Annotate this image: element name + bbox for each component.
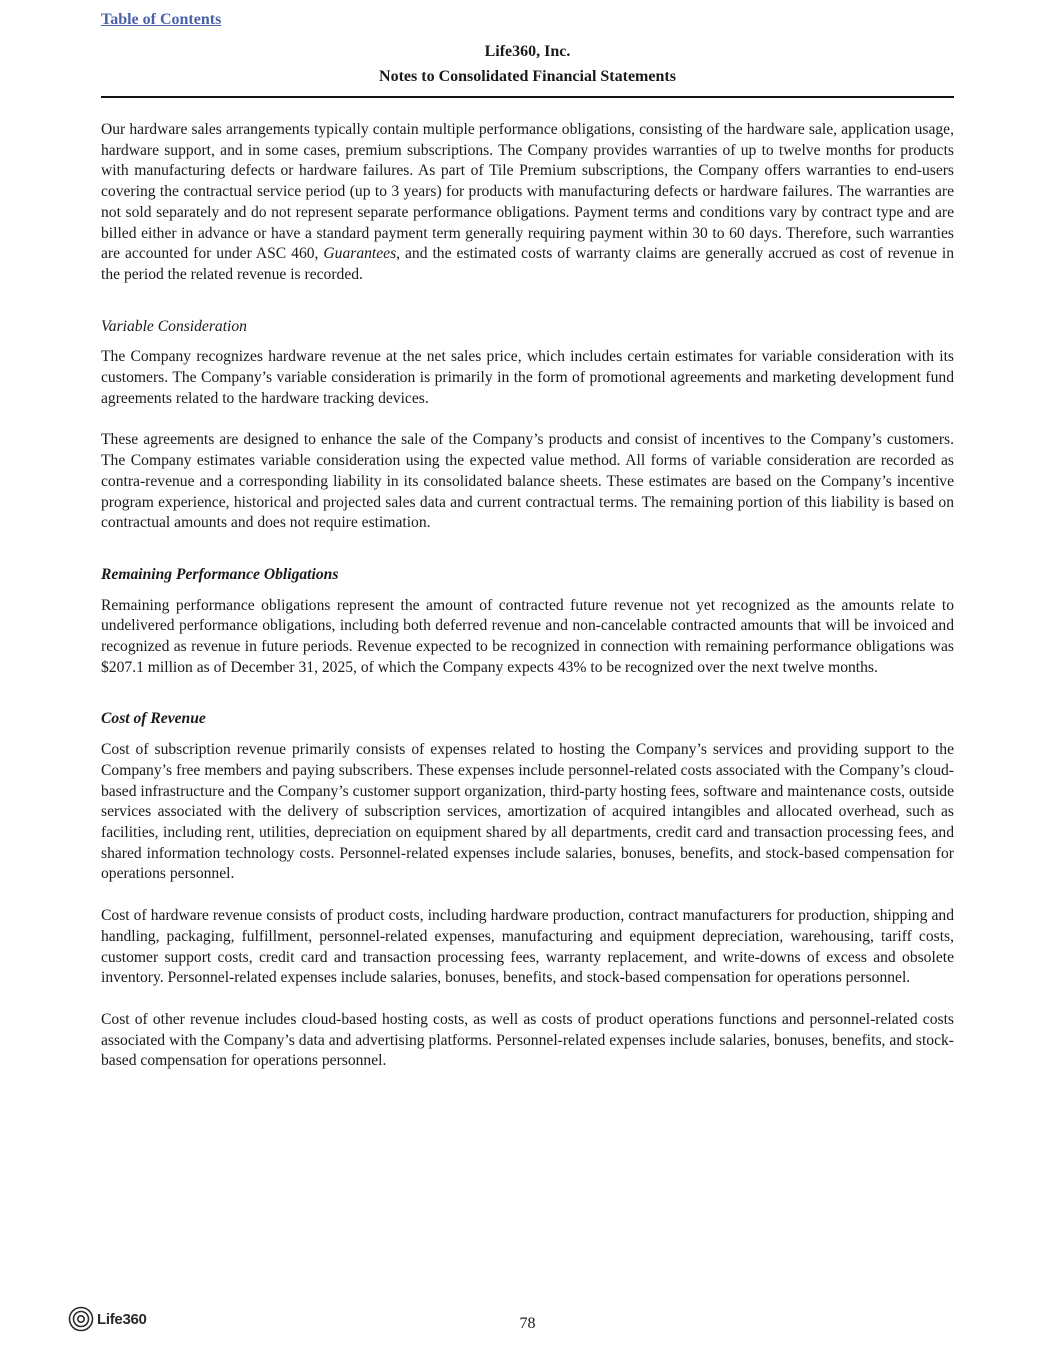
variable-consideration-paragraph-1: The Company recognizes hardware revenue at the net sales price, which includes certain estimates for variable consideration with its customers. The Company’s variable consideration is primarily in the form of promotional agreements and marketing development fund agreements related to the hardware tracking devices.: [101, 348, 954, 407]
remaining-obligations-heading: Remaining Performance Obligations: [101, 565, 339, 583]
page-title: Notes to Consolidated Financial Statements: [379, 68, 676, 85]
company-name: Life360, Inc.: [484, 43, 571, 60]
cost-of-revenue-heading: Cost of Revenue: [101, 710, 206, 728]
page-number: 78: [519, 1315, 536, 1332]
cost-of-hardware-paragraph: Cost of hardware revenue consists of product costs, including hardware production, contract manufacturers for production, shipping and handling, packaging, fulfillment, personnel-related expenses, manufacturing and equipment depreciation, warehousing, tariff costs, customer support costs, credit card and transaction processing fees, warranty replacement, and write-downs of excess and obsolete inventory. Personnel-related expenses include salaries, bonuses, benefits, and stock-based compensation for operations personnel.: [101, 907, 954, 987]
variable-consideration-heading: Variable Consideration: [101, 317, 247, 335]
cost-of-other-paragraph: Cost of other revenue includes cloud-based hosting costs, as well as costs of product operations functions and personnel-related costs associated with the Company’s data and advertising platforms. Personnel-related expenses include salaries, bonuses, benefits, and stock-based compensation for operations personnel.: [101, 1010, 954, 1070]
table-of-contents-link[interactable]: Table of Contents: [101, 11, 222, 28]
warranty-paragraph: Our hardware sales arrangements typically contain multiple performance obligations, consisting of the hardware sale, application usage, hardware support, and in some cases, premium subscriptions. The Company provides warranties of up to twelve months for products with manufacturing defects or hardware failures. As part of Tile Premium subscriptions, the Company offers warranties to end-users covering the contractual service period (up to 3 years) for products with manufacturing defects or hardware failures. The warranties are not sold separately and do not represent separate performance obligations. Payment terms and conditions vary by contract type and are billed either in advance or have a standard payment term generally requiring payment within 30 to 60 days. Therefore, such warranties are accounted for under ASC 460, Guarantees, and the estimated costs of warranty claims are generally accrued as cost of revenue in the period the related revenue is recorded.: [101, 121, 954, 283]
logo-text: Life360: [97, 1310, 147, 1328]
variable-consideration-paragraph-2: These agreements are designed to enhance the sale of the Company’s products and consist of incentives to the Company’s customers. The Company estimates variable consideration using the expected value method. All forms of variable consideration are recorded as contra-revenue and a corresponding liability in its consolidated balance sheets. These estimates are based on the Company’s incentive program experience, historical and projected sales data and current contractual terms. The remaining portion of this liability is based on contractual amounts and does not require estimation.: [101, 431, 954, 532]
document-body: [101, 120, 954, 1072]
cost-of-subscription-paragraph: Cost of subscription revenue primarily consists of expenses related to hosting the Company’s services and providing support to the Company’s free members and paying subscribers. These expenses include personnel-related costs associated with the Company’s cloud-based infrastructure and the Company’s customer support organization, third-party hosting fees, software and maintenance costs, outside services associated with the delivery of subscription services, amortization of acquired intangibles and allocated overhead, such as facilities, including rent, utilities, depreciation on equipment shared by all departments, credit card and transaction processing fees, and shared information technology costs. Personnel-related expenses include salaries, bonuses, benefits, and stock-based compensation for operations personnel.: [101, 741, 954, 883]
header-divider: [101, 96, 954, 98]
remaining-obligations-paragraph: Remaining performance obligations represent the amount of contracted future revenue not yet recognized as the amounts relate to undelivered performance obligations, including both deferred revenue and non-cancelable contracted amounts that will be invoiced and recognized as revenue in future periods. Revenue expected to be recognized in connection with remaining performance obligations was $207.1 million as of December 31, 2025, of which the Company expects 43% to be recognized over the next twelve months.: [101, 596, 954, 676]
